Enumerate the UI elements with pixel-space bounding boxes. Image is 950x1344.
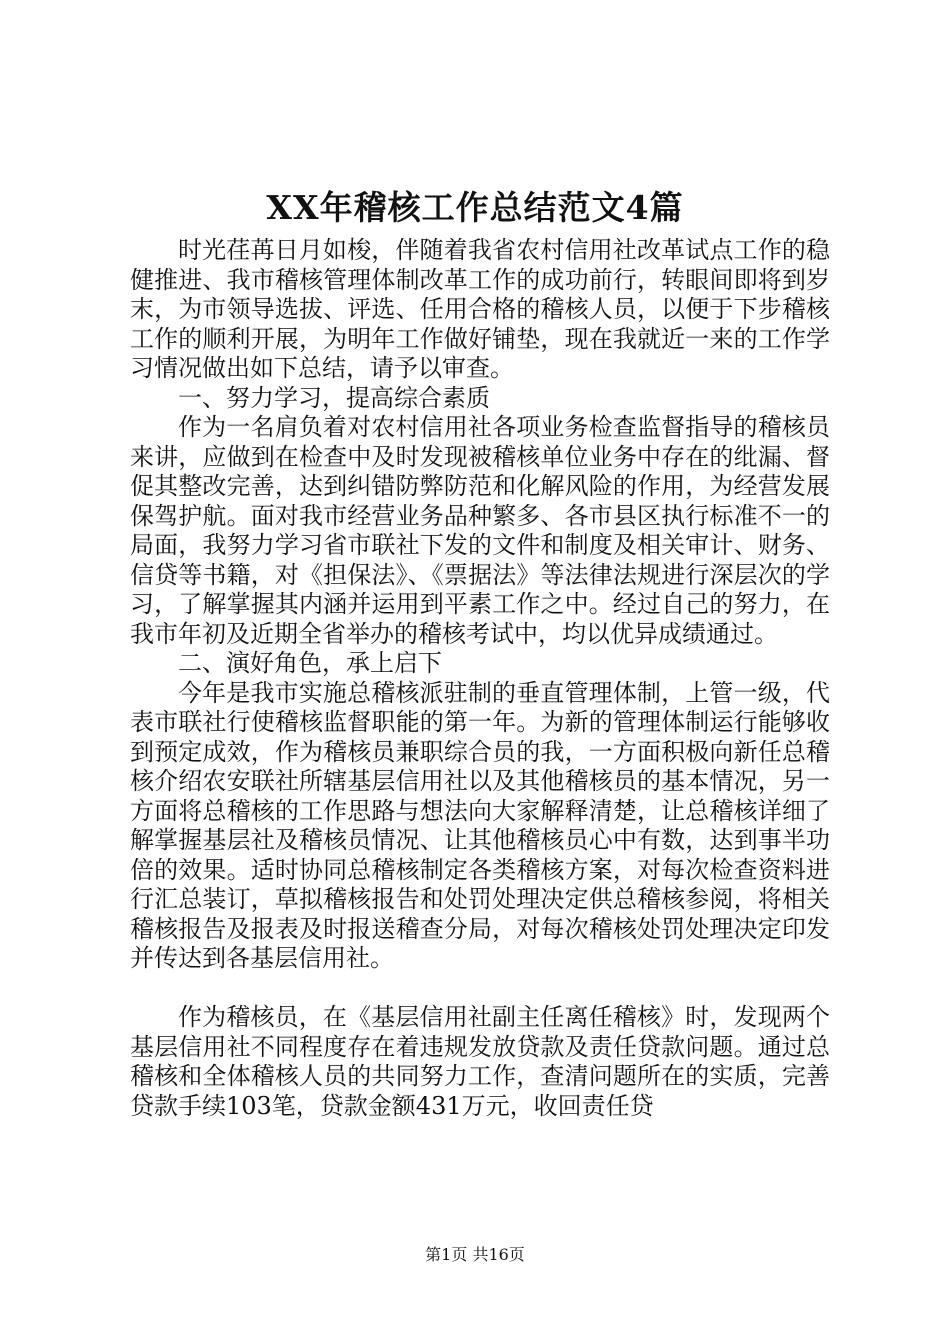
- section-2-paragraph: 今年是我市实施总稽核派驻制的垂直管理体制，上管一级，代表市联社行使稽核监督职能的第一年。为新的管理体制运行能够收到预定成效，作为稽核员兼职综合员的我，一方面积极向新任总稽核介绍农安联社所辖基层信用社以及其他稽核员的基本情况，另一方面将总稽核的工作思路与想法向大家解释清楚，让总稽核详细了解掌握基层社及稽核员情况、让其他稽核员心中有数，达到事半功倍的效果。适时协同总稽核制定各类稽核方案，对每次检查资料进行汇总装订，草拟稽核报告和处罚处理决定供总稽核参阅，将相关稽核报告及报表及时报送稽查分局，对每次稽核处罚处理决定印发并传达到各基层信用社。: [130, 678, 830, 972]
- section-1-paragraph: 作为一名肩负着对农村信用社各项业务检查监督指导的稽核员来讲，应做到在检查中及时发现被稽核单位业务中存在的纰漏、督促其整改完善，达到纠错防弊防范和化解风险的作用，为经营发展保驾护航。面对我市经营业务品种繁多、各市县区执行标准不一的局面，我努力学习省市联社下发的文件和制度及相关审计、财务、信贷等书籍，对《担保法》、《票据法》等法律法规进行深层次的学习，了解掌握其内涵并运用到平素工作之中。经过自己的努力，在我市年初及近期全省举办的稽核考试中，均以优异成绩通过。: [130, 413, 830, 648]
- intro-paragraph: 时光荏苒日月如梭，伴随着我省农村信用社改革试点工作的稳健推进、我市稽核管理体制改革工作的成功前行，转眼间即将到岁末，为市领导选拔、评选、任用合格的稽核人员，以便于下步稽核工作的顺利开展，为明年工作做好铺垫，现在我就近一来的工作学习情况做出如下总结，请予以审查。: [130, 236, 830, 382]
- section-heading-2: 二、演好角色，承上启下: [178, 649, 442, 677]
- document-title: XX年稽核工作总结范文4篇: [266, 188, 684, 227]
- document-body: [130, 236, 830, 1121]
- page-footer: 第1页 共16页: [425, 1245, 525, 1264]
- section-heading-1: 一、努力学习，提高综合素质: [178, 383, 490, 412]
- section-2-paragraph-continued: 作为稽核员，在《基层信用社副主任离任稽核》时，发现两个基层信用社不同程度存在着违规发放贷款及责任贷款问题。通过总稽核和全体稽核人员的共同努力工作，查清问题所在的实质，完善贷款手续103笔，贷款金额431万元，收回责任贷: [130, 1003, 830, 1120]
